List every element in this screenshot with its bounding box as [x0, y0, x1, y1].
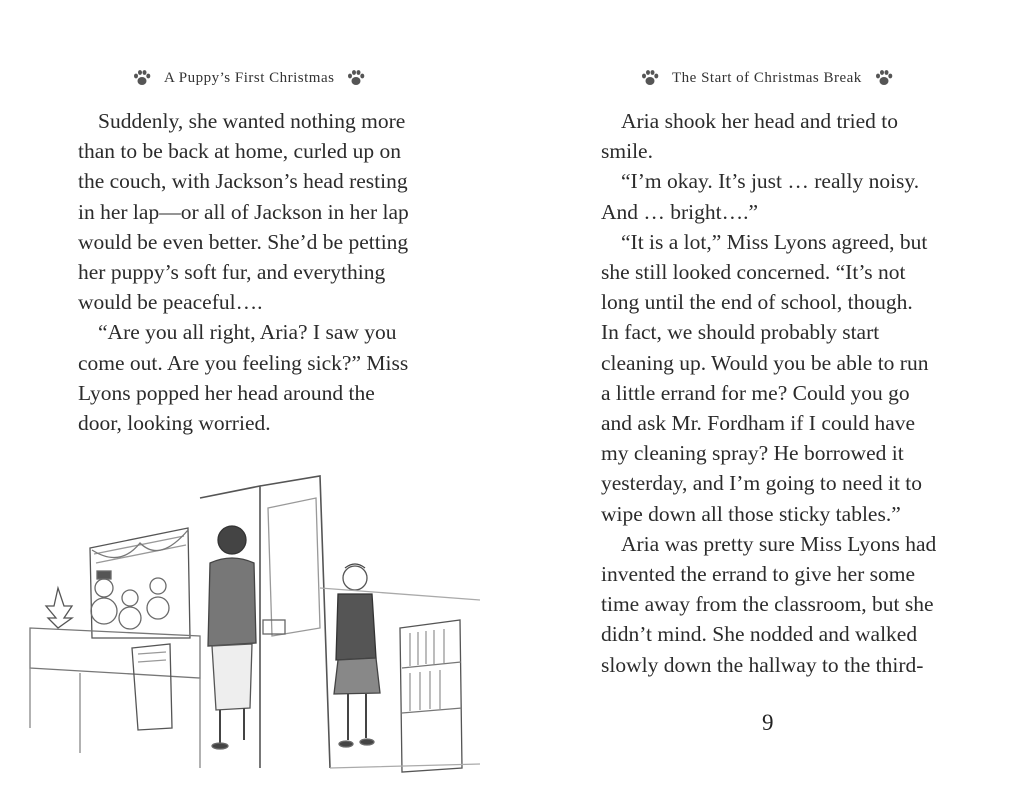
running-head-title: The Start of Christmas Break [672, 69, 862, 86]
text-line: her puppy’s soft fur, and everything [78, 260, 386, 285]
paragraph [601, 529, 951, 680]
text-line: she still looked concerned. “It’s not [601, 260, 906, 285]
text-line: than to be back at home, curled up on [78, 139, 401, 164]
paw-print-icon [874, 69, 894, 87]
text-line: Aria was pretty sure Miss Lyons had [621, 531, 937, 556]
running-head-left [132, 64, 366, 92]
paw-print-icon [640, 69, 660, 87]
running-head-right [640, 64, 894, 92]
right-page [512, 0, 1024, 788]
text-line: In fact, we should probably start [601, 320, 880, 345]
page-number: 9 [762, 710, 774, 735]
text-line: come out. Are you feeling sick?” Miss [78, 350, 409, 375]
text-line: slowly down the hallway to the third- [601, 652, 924, 677]
text-line: and ask Mr. Fordham if I could have [601, 411, 916, 436]
text-line: long until the end of school, though. [601, 290, 913, 315]
text-line: invented the errand to give her some [601, 562, 916, 587]
paragraph [601, 227, 951, 529]
running-head-title: A Puppy’s First Christmas [164, 69, 335, 86]
text-line: “I’m okay. It’s just … really noisy. [621, 169, 920, 194]
text-line: Lyons popped her head around the [78, 380, 375, 405]
text-line: the couch, with Jackson’s head resting [78, 169, 408, 194]
text-line: would be even better. She’d be petting [78, 229, 409, 254]
text-line: Suddenly, she wanted nothing more [98, 109, 406, 133]
text-line: a little errand for me? Could you go [601, 380, 910, 405]
text-line: wipe down all those sticky tables.” [601, 501, 901, 526]
text-line: would be peaceful…. [78, 290, 263, 315]
paragraph [78, 317, 423, 438]
paragraph [601, 166, 951, 226]
paragraph [78, 106, 423, 317]
text-line: And … bright….” [601, 199, 759, 224]
text-line: my cleaning spray? He borrowed it [601, 441, 904, 466]
text-line: smile. [601, 139, 653, 164]
text-line: yesterday, and I’m going to need it to [601, 471, 923, 496]
text-line: cleaning up. Would you be able to run [601, 350, 929, 375]
right-page-body [601, 106, 951, 680]
text-line: Aria shook her head and tried to [621, 109, 899, 133]
text-line: didn’t mind. She nodded and walked [601, 622, 918, 647]
text-line: in her lap—or all of Jackson in her lap [78, 199, 409, 224]
paw-print-icon [132, 69, 152, 87]
text-line: “Are you all right, Aria? I saw you [98, 320, 397, 345]
text-line: time away from the classroom, but she [601, 592, 934, 617]
text-line: door, looking worried. [78, 411, 271, 436]
paw-print-icon [346, 69, 366, 87]
left-page-body [78, 106, 423, 438]
text-line: “It is a lot,” Miss Lyons agreed, but [621, 229, 928, 254]
classroom-doorway-sketch-icon [20, 468, 480, 780]
paragraph [601, 106, 951, 166]
